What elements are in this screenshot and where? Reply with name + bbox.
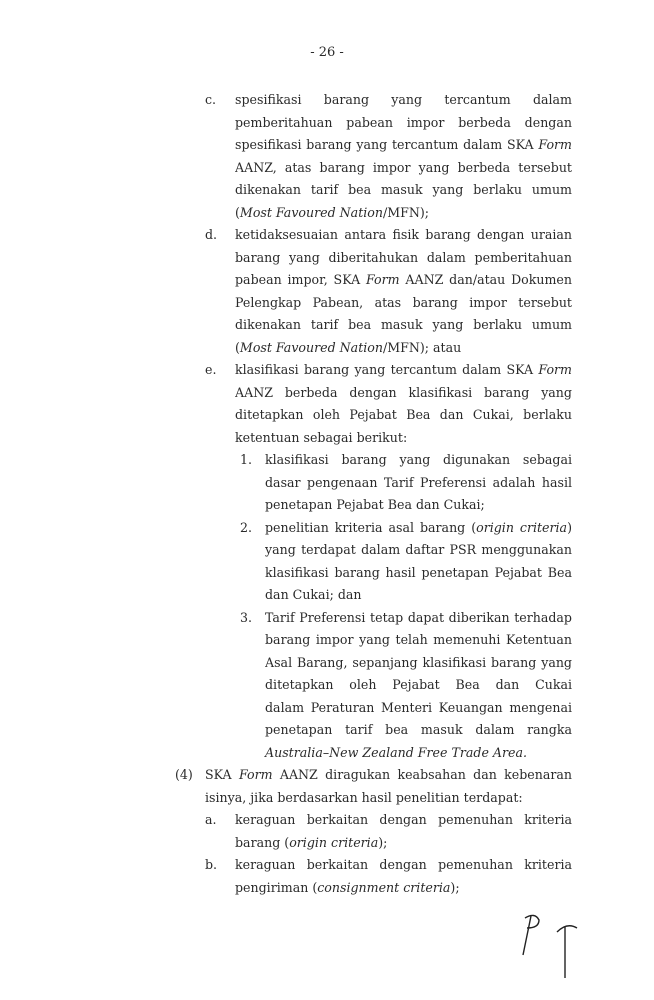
text-segment: /MFN); atau (382, 339, 462, 355)
italic-text: Australia–New Zealand Free Trade Area. (265, 744, 527, 760)
italic-text: consignment criteria (317, 879, 451, 895)
text-line: barang impor yang telah memenuhi Ketentuan (265, 632, 572, 647)
italic-text: Most Favoured Nation (239, 339, 383, 355)
list-marker: c. (205, 92, 217, 107)
list-marker: a. (205, 812, 217, 827)
page-number: - 26 - (310, 45, 344, 60)
list-marker: d. (205, 227, 218, 242)
text-line (265, 719, 572, 742)
text-line: ditetapkan oleh Pejabat Bea dan Cukai, berlaku (235, 407, 572, 422)
text-line (235, 877, 460, 900)
text-line: AANZ, atas barang impor yang berbeda tersebut (235, 159, 572, 175)
text-line: keraguan berkaitan dengan pemenuhan kriteria (235, 812, 572, 827)
text-line: dasar pengenaan Tarif Preferensi adalah hasil (265, 474, 572, 490)
text-line (235, 134, 572, 157)
italic-text: Form (366, 272, 400, 287)
text-segment: barang ( (235, 834, 290, 850)
text-line: ketentuan sebagai berikut: (235, 429, 408, 445)
text-line: dan Cukai; dan (265, 587, 362, 602)
text-line: pemberitahuan pabean impor berbeda dengan (235, 114, 572, 130)
text-line (265, 742, 527, 765)
italic-text: Most Favoured Nation (239, 204, 383, 220)
text-segment: spesifikasi barang yang tercantum dalam SKA (235, 137, 539, 152)
list-marker: 3. (240, 609, 253, 625)
text-line: Tarif Preferensi tetap dapat diberikan terhadap (265, 609, 572, 625)
text-segment: penelitian kriteria asal barang ( (265, 519, 477, 535)
text-line (235, 202, 429, 225)
text-line: spesifikasi barang yang tercantum dalam (235, 92, 572, 107)
text-line: penetapan Pejabat Bea dan Cukai; (265, 497, 485, 512)
text-line: yang terdapat dalam daftar PSR menggunakan (265, 542, 572, 557)
italic-text: Form (238, 767, 273, 782)
list-marker: (4) (175, 767, 193, 782)
text-line: klasifikasi barang yang digunakan sebagai (265, 452, 572, 467)
list-marker: 1. (240, 452, 253, 467)
italic-text: origin criteria (289, 834, 379, 850)
text-segment: ) (567, 519, 572, 535)
text-line (205, 764, 572, 787)
text-segment: pengiriman ( (235, 879, 318, 895)
text-line (235, 359, 572, 382)
text-segment: penetapan tarif bea masuk dalam rangka (265, 722, 572, 737)
text-line (265, 517, 572, 540)
italic-text: Form (538, 362, 572, 377)
text-line: dikenakan tarif bea masuk yang berlaku umum (235, 317, 572, 332)
text-line: AANZ berbeda dengan klasifikasi barang yang (235, 384, 572, 400)
text-line: keraguan berkaitan dengan pemenuhan kriteria (235, 857, 572, 872)
italic-text: origin criteria (476, 519, 568, 535)
text-line: ketidaksesuaian antara fisik barang dengan uraian (235, 227, 572, 242)
text-segment: AANZ dan/atau Dokumen (399, 272, 572, 287)
list-marker: b. (205, 857, 218, 872)
text-line: isinya, jika berdasarkan hasil penelitian terdapat: (205, 789, 523, 805)
text-line: klasifikasi barang hasil penetapan Pejabat Bea (265, 564, 572, 580)
text-line: dikenakan tarif bea masuk yang berlaku umum (235, 182, 572, 197)
text-line: Pelengkap Pabean, atas barang impor tersebut (235, 294, 572, 310)
text-line: ditetapkan oleh Pejabat Bea dan Cukai (265, 677, 572, 692)
text-segment: /MFN); (382, 204, 430, 220)
text-line: Asal Barang, sepanjang klasifikasi barang yang (265, 654, 572, 670)
text-segment: ( (235, 339, 240, 355)
italic-text: Form (538, 137, 572, 152)
text-segment: pabean impor, SKA (235, 272, 366, 287)
text-line (235, 269, 572, 292)
text-segment: klasifikasi barang yang tercantum dalam SKA (235, 362, 539, 377)
text-segment: ); (378, 834, 388, 850)
text-segment: AANZ diragukan keabsahan dan kebenaran (272, 767, 572, 782)
list-marker: e. (205, 362, 217, 377)
text-segment: ); (450, 879, 460, 895)
paraf-signature (515, 910, 585, 980)
text-segment: SKA (205, 767, 239, 782)
text-line (235, 832, 387, 855)
text-line (235, 337, 461, 360)
list-marker: 2. (240, 519, 253, 535)
text-segment: ( (235, 204, 240, 220)
text-line: barang yang diberitahukan dalam pemberitahuan (235, 249, 572, 265)
text-line: dalam Peraturan Menteri Keuangan mengenai (265, 699, 572, 715)
